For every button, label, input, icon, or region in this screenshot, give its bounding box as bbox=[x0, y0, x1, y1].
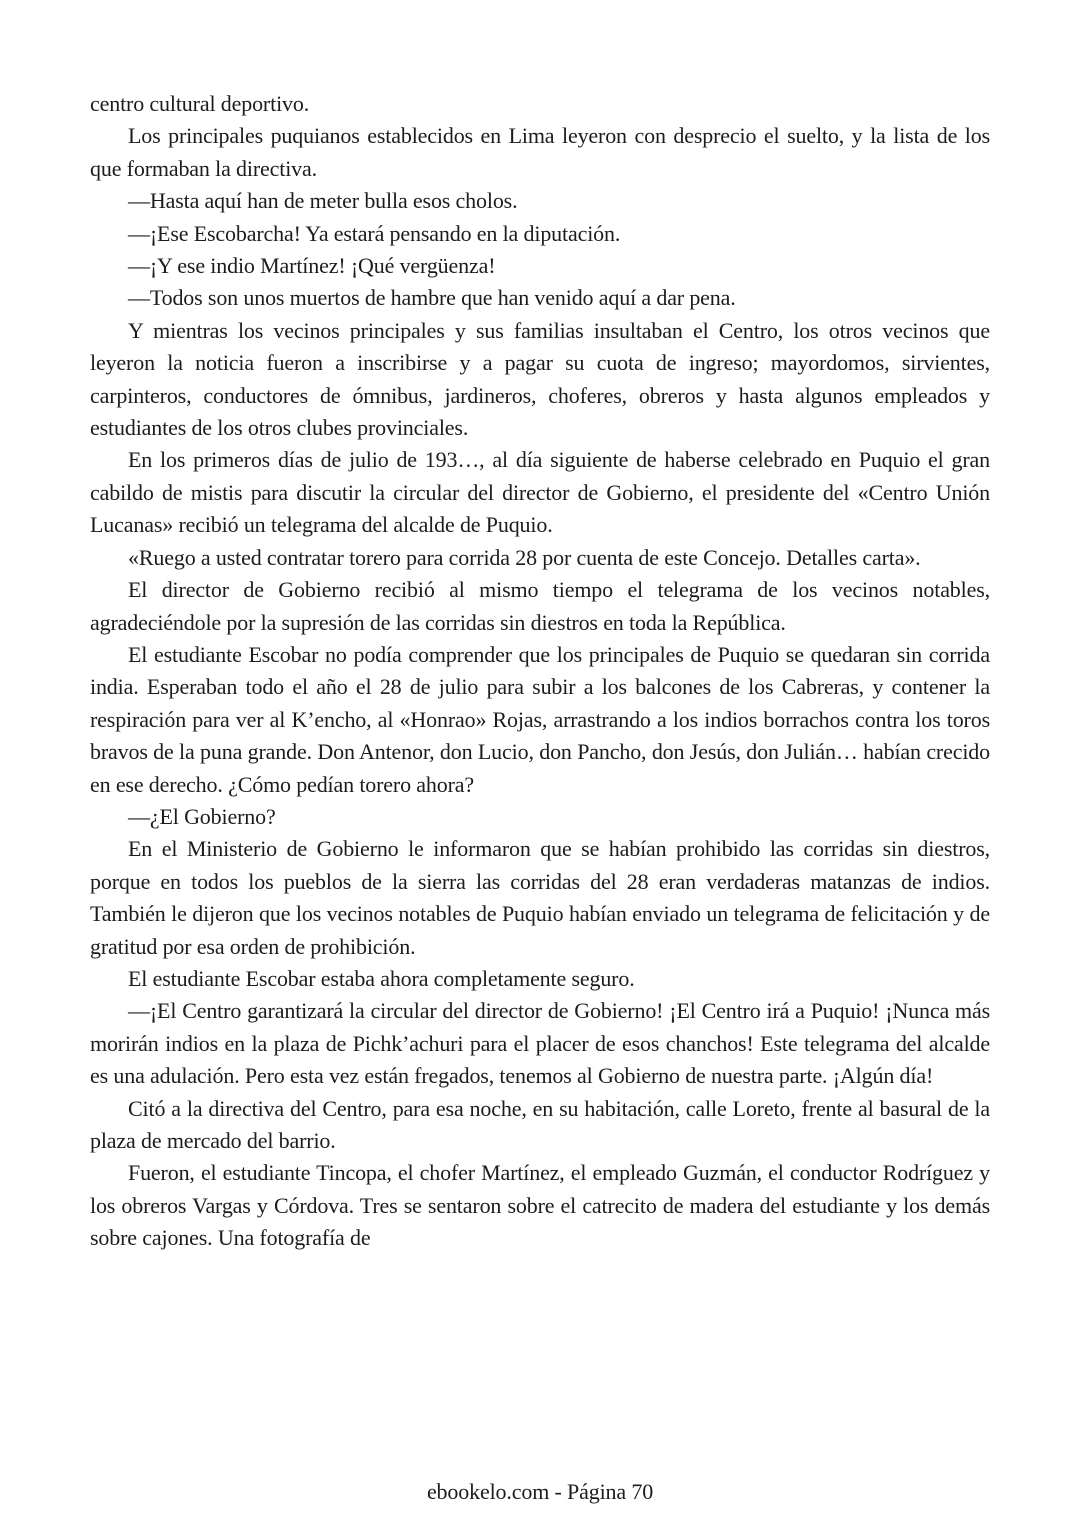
paragraph: El director de Gobierno recibió al mismo tiempo el telegrama de los vecinos notables, agradeciéndole por la supresión de las corridas sin diestros en toda la República. bbox=[90, 577, 990, 635]
paragraph-dialogue: —Hasta aquí han de meter bulla esos cholos. bbox=[128, 188, 518, 214]
paragraph-dialogue: —¡Y ese indio Martínez! ¡Qué vergüenza! bbox=[128, 253, 496, 279]
paragraph-dialogue: —¿El Gobierno? bbox=[128, 803, 276, 829]
paragraph-dialogue: —Todos son unos muertos de hambre que han venido aquí a dar pena. bbox=[128, 285, 736, 311]
paragraph: El estudiante Escobar no podía comprender que los principales de Puquio se quedaran sin corrida india. Esperaban todo el año el 28 de julio para subir a los balcones de los Cabreras, y contener la respiración para ver al K’encho, al «Honrao» Rojas, arrastrando a los indios borrachos contra los toros bravos de la puna grande. Don Antenor, don Lucio, don Pancho, don Jesús, don Julián… habían crecido en ese derecho. ¿Cómo pedían torero ahora? bbox=[90, 641, 990, 797]
paragraph: En el Ministerio de Gobierno le informaron que se habían prohibido las corridas sin diestros, porque en todos los pueblos de la sierra las corridas del 28 eran verdaderas matanzas de indios. También le dijeron que los vecinos notables de Puquio habían enviado un telegrama de felicitación y de gratitud por esa orden de prohibición. bbox=[90, 836, 990, 959]
page-footer: ebookelo.com - Página 70 bbox=[426, 1479, 654, 1504]
paragraph: Fueron, el estudiante Tincopa, el chofer Martínez, el empleado Guzmán, el conductor Rodríguez y los obreros Vargas y Córdova. Tres se sentaron sobre el catrecito de madera del estudiante y los demás sobre cajones. Una fotografía de bbox=[90, 1160, 990, 1251]
paragraph: Los principales puquianos establecidos en Lima leyeron con desprecio el suelto, y la lista de los que formaban la directiva. bbox=[90, 123, 990, 181]
paragraph: Y mientras los vecinos principales y sus familias insultaban el Centro, los otros vecinos que leyeron la noticia fueron a inscribirse y a pagar su cuota de ingreso; mayordomos, sirvientes, carpinteros, conductores de ómnibus, jardineros, choferes, obreros y hasta algunos empleados y estudiantes de los otros clubes provinciales. bbox=[90, 317, 990, 441]
paragraph-dialogue: —¡El Centro garantizará la circular del director de Gobierno! ¡El Centro irá a Puquio! ¡Nunca más morirán indios en la plaza de Pichk’achuri para el placer de esos chanchos! Este telegrama del alcalde es una adulación. Pero esta vez están fregados, tenemos al Gobierno de nuestra parte. ¡Algún día! bbox=[90, 998, 990, 1089]
paragraph-dialogue: —¡Ese Escobarcha! Ya estará pensando en la diputación. bbox=[128, 220, 621, 246]
book-page bbox=[90, 0, 990, 1255]
paragraph-continuation: centro cultural deportivo. bbox=[90, 91, 310, 116]
paragraph: En los primeros días de julio de 193…, al día siguiente de haberse celebrado en Puquio el gran cabildo de mistis para discutir la circular del director de Gobierno, el presidente del «Centro Unión Lucanas» recibió un telegrama del alcalde de Puquio. bbox=[90, 447, 990, 538]
paragraph: Citó a la directiva del Centro, para esa noche, en su habitación, calle Loreto, frente al basural de la plaza de mercado del barrio. bbox=[90, 1095, 990, 1153]
paragraph: El estudiante Escobar estaba ahora completamente seguro. bbox=[128, 965, 635, 991]
paragraph-quote: «Ruego a usted contratar torero para corrida 28 por cuenta de este Concejo. Detalles carta». bbox=[128, 544, 921, 570]
